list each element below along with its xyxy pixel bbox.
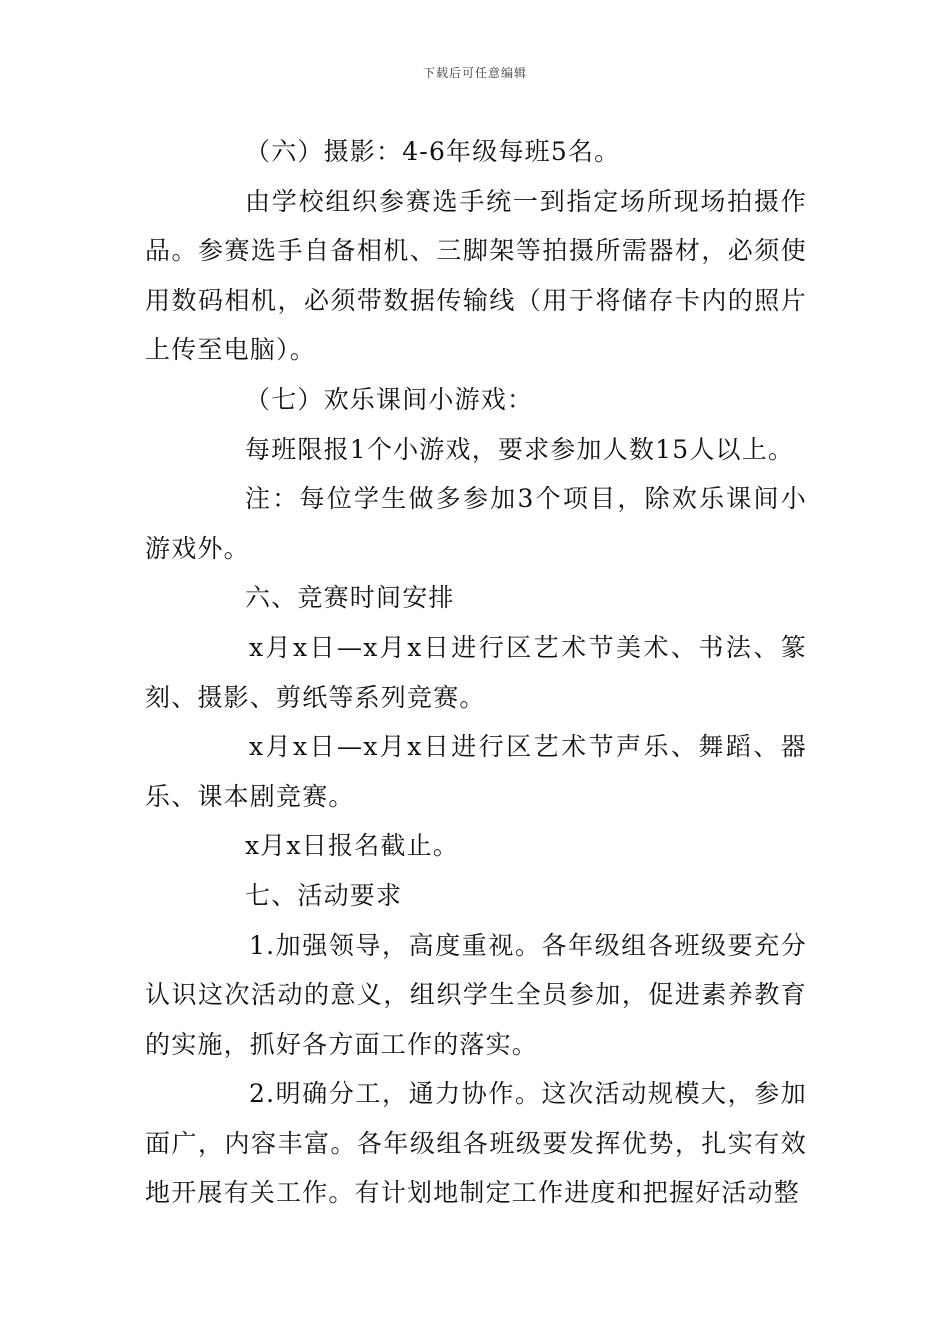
paragraph-requirement-2: 2.明确分工，通力协作。这次活动规模大，参加面广，内容丰富。各年级组各班级要发挥优势，扎实有效地开展有关工作。有计划地制定工作进度和把握好活动整: [145, 1079, 807, 1208]
document-body: [145, 127, 807, 1218]
paragraph-requirement-1: 1.加强领导，高度重视。各年级组各班级要充分认识这次活动的意义，组织学生全员参加，促进素养教育的实施，抓好各方面工作的落实。: [145, 930, 807, 1059]
paragraph-schedule-performance: x月x日—x月x日进行区艺术节声乐、舞蹈、器乐、课本剧竞赛。: [145, 732, 807, 811]
paragraph-game-heading: （七）欢乐课间小游戏：: [245, 384, 534, 414]
paragraph-game-detail: 每班限报1个小游戏，要求参加人数15人以上。: [245, 434, 795, 464]
section-heading-schedule: 六、竞赛时间安排: [245, 583, 455, 613]
section-heading-requirements: 七、活动要求: [245, 880, 403, 910]
paragraph-registration-deadline: x月x日报名截止。: [245, 831, 459, 861]
header-note: 下载后可任意编辑: [422, 66, 527, 80]
paragraph-schedule-art: x月x日—x月x日进行区艺术节美术、书法、篆刻、摄影、剪纸等系列竞赛。: [145, 632, 807, 712]
paragraph-photography-detail: 由学校组织参赛选手统一到指定场所现场拍摄作品。参赛选手自备相机、三脚架等拍摄所需器材，必须使用数码相机，必须带数据传输线（用于将储存卡内的照片上传至电脑）。: [145, 186, 807, 365]
paragraph-note: 注：每位学生做多参加3个项目，除欢乐课间小游戏外。: [145, 484, 807, 563]
paragraph-photography-heading: （六）摄影：4-6年级每班5名。: [245, 137, 621, 166]
